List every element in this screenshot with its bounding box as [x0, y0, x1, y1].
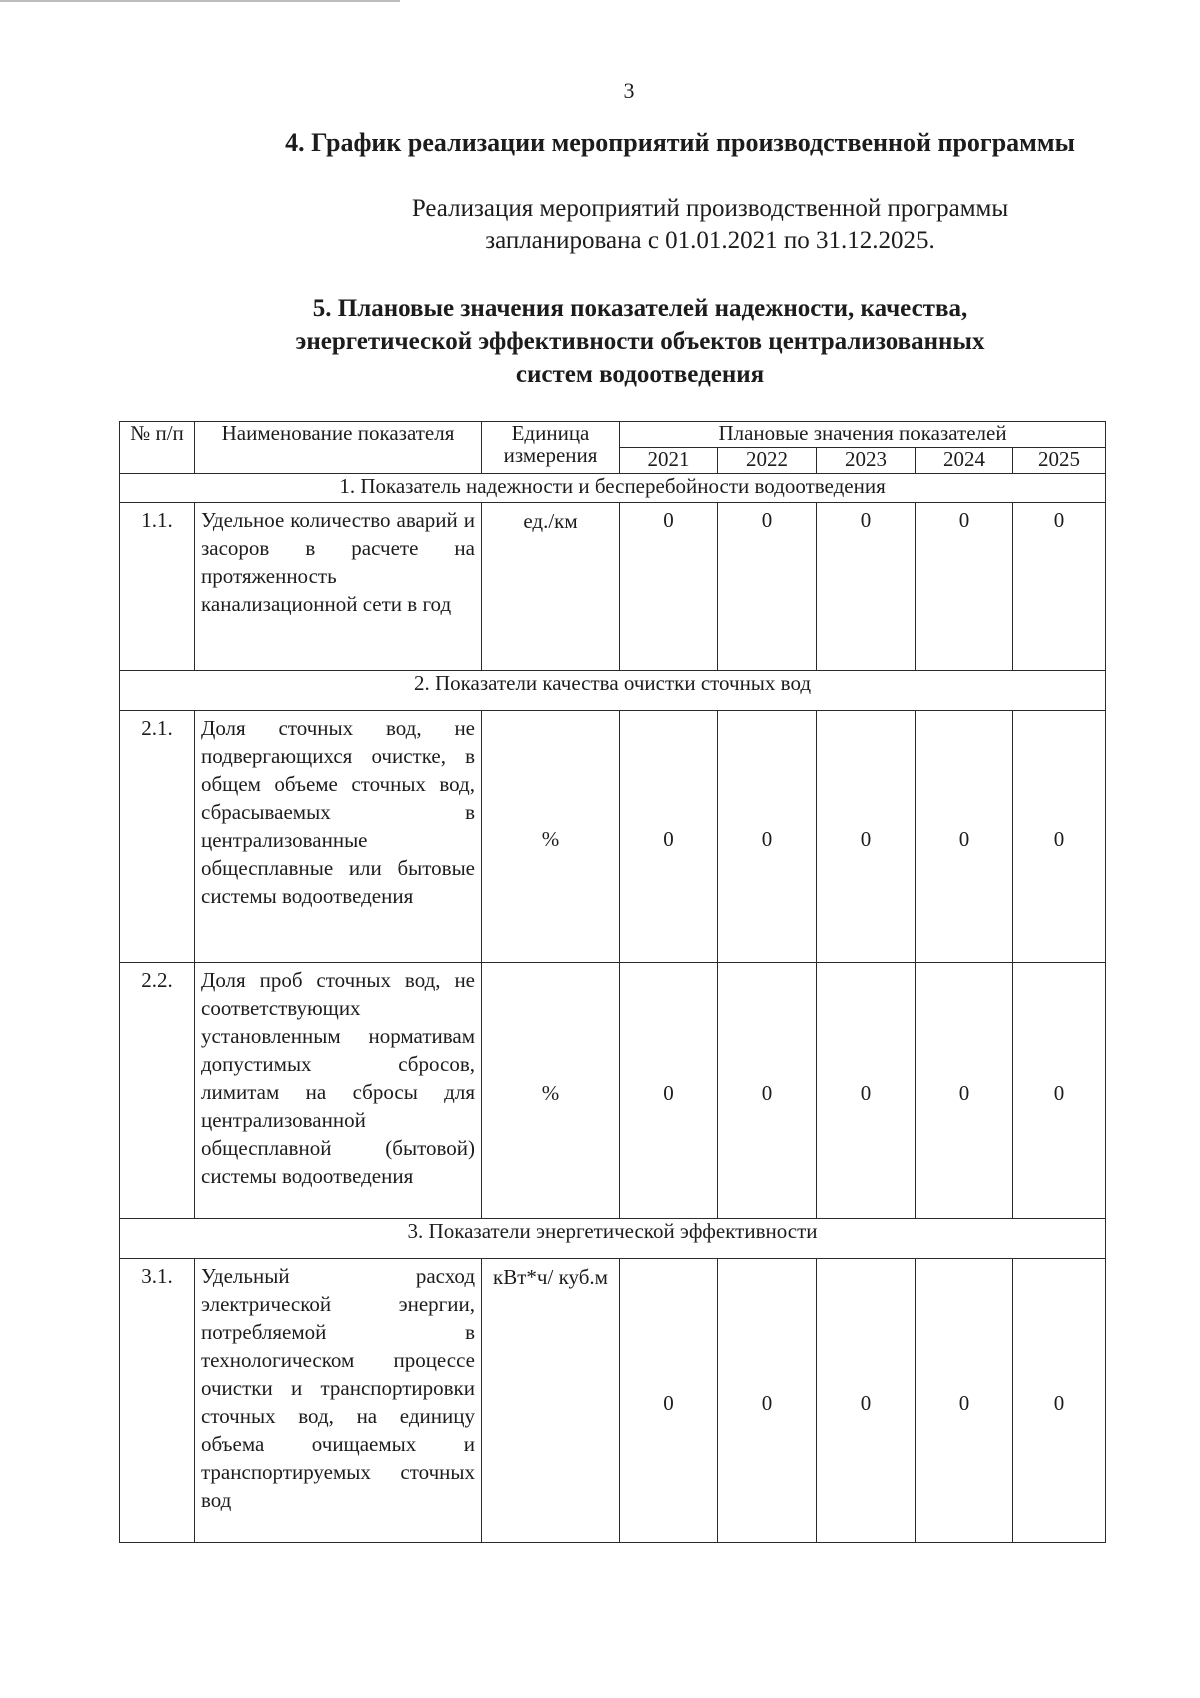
section-5-title-line-3: систем водоотведения: [515, 361, 765, 388]
indicator-name: Удельное количество аварий и засоров в расчете на протяженность канализационной сети в год: [195, 503, 482, 671]
header-year: 2025: [1013, 448, 1106, 474]
indicator-unit: кВт*ч/ куб.м: [482, 1259, 620, 1543]
header-unit: Единица измерения: [482, 422, 620, 474]
value-2022: 0: [718, 963, 817, 1219]
row-number: 2.2.: [120, 963, 195, 1219]
indicator-name: Доля проб сточных вод, не соответствующих установленным нормативам допустимых сбросов, лимитам на сбросы для централизованной общесплавной (бытовой) системы водоотведения: [195, 963, 482, 1219]
value-2024: 0: [916, 711, 1013, 963]
value-2024: 0: [916, 503, 1013, 671]
section-4-text-line-1: Реализация мероприятий производственной программы: [411, 195, 1009, 222]
value-2022: 0: [718, 1259, 817, 1543]
indicator-unit: ед./км: [482, 503, 620, 671]
group-title: 3. Показатели энергетической эффективности: [120, 1219, 1106, 1259]
value-2023: 0: [817, 1259, 916, 1543]
header-year: 2022: [718, 448, 817, 474]
value-2025: 0: [1013, 711, 1106, 963]
section-5-title: [140, 292, 1140, 391]
table-row: [120, 503, 1106, 671]
group-title: 1. Показатель надежности и бесперебойности водоотведения: [120, 474, 1106, 503]
row-number: 1.1.: [120, 503, 195, 671]
header-num: № п/п: [120, 422, 195, 474]
table-row: [120, 711, 1106, 963]
header-year: 2021: [620, 448, 718, 474]
row-number: 2.1.: [120, 711, 195, 963]
section-4-text: [210, 193, 1200, 257]
value-2023: 0: [817, 503, 916, 671]
value-2021: 0: [620, 711, 718, 963]
value-2024: 0: [916, 1259, 1013, 1543]
group-title: 2. Показатели качества очистки сточных вод: [120, 671, 1106, 711]
value-2025: 0: [1013, 1259, 1106, 1543]
page-number: 3: [623, 78, 635, 103]
value-2022: 0: [718, 503, 817, 671]
value-2025: 0: [1013, 503, 1106, 671]
indicators-table: [119, 421, 1106, 1543]
value-2025: 0: [1013, 963, 1106, 1219]
section-4-text-line-2: запланирована с 01.01.2021 по 31.12.2025.: [485, 227, 935, 254]
indicator-name: Удельный расход электрической энергии, потребляемой в технологическом процессе очистки и транспортировки сточных вод, на единицу объема очищаемых и транспортируемых сточных вод: [195, 1259, 482, 1543]
row-number: 3.1.: [120, 1259, 195, 1543]
value-2023: 0: [817, 711, 916, 963]
header-planned-values: Плановые значения показателей: [620, 422, 1106, 448]
header-year: 2023: [817, 448, 916, 474]
indicator-unit: %: [482, 711, 620, 963]
section-5-title-line-2: энергетической эффективности объектов централизованных: [295, 328, 985, 355]
scan-edge: [0, 0, 400, 2]
value-2024: 0: [916, 963, 1013, 1219]
table-row: [120, 963, 1106, 1219]
header-year: 2024: [916, 448, 1013, 474]
header-name: Наименование показателя: [195, 422, 482, 474]
value-2021: 0: [620, 1259, 718, 1543]
indicator-unit: %: [482, 963, 620, 1219]
value-2021: 0: [620, 503, 718, 671]
value-2023: 0: [817, 963, 916, 1219]
section-5-title-line-1: 5. Плановые значения показателей надежности, качества,: [312, 295, 968, 322]
indicator-name: Доля сточных вод, не подвергающихся очистке, в общем объеме сточных вод, сбрасываемых в централизованные общесплавные или бытовые системы водоотведения: [195, 711, 482, 963]
table-row: [120, 1259, 1106, 1543]
value-2021: 0: [620, 963, 718, 1219]
value-2022: 0: [718, 711, 817, 963]
section-4-title: 4. График реализации мероприятий производственной программы: [285, 128, 1075, 157]
